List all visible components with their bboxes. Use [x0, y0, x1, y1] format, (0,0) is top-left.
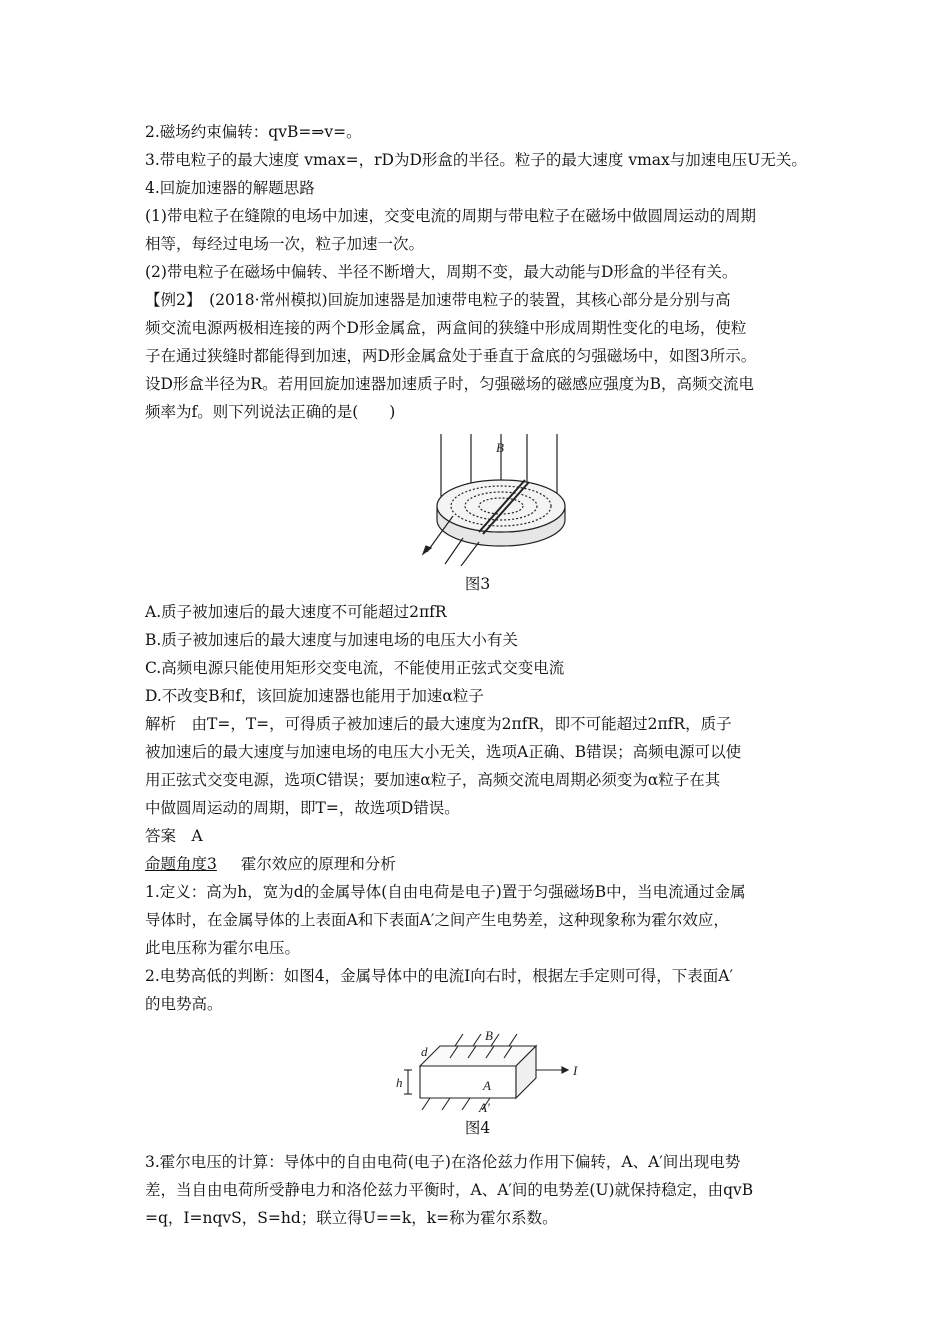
text-line: 相等，每经过电场一次，粒子加速一次。 [145, 235, 425, 253]
analysis-line: 解析 由T=，T=，可得质子被加速后的最大速度为2πfR，即不可能超过2πfR，质子 [145, 715, 732, 733]
text-line: (1)带电粒子在缝隙的电场中加速，交变电流的周期与带电粒子在磁场中做圆周运动的周期 [145, 207, 756, 225]
hall-effect-diagram [145, 1028, 810, 1114]
section-heading-label: 命题角度3 [145, 855, 217, 873]
text-line: (2)带电粒子在磁场中偏转、半径不断增大，周期不变，最大动能与D形盒的半径有关。 [145, 263, 738, 281]
current-label-I: I [573, 1063, 578, 1078]
option-a: A.质子被加速后的最大速度不可能超过2πfR [145, 603, 447, 621]
text-line: 1.定义：高为h，宽为d的金属导体(自由电荷是电子)置于匀强磁场B中，当电流通过金属 [145, 883, 746, 901]
text-line: 的电势高。 [145, 995, 223, 1013]
analysis-line: 中做圆周运动的周期，即T=，故选项D错误。 [145, 799, 460, 817]
field-label-B: B [485, 1028, 493, 1043]
section-heading-title: 霍尔效应的原理和分析 [240, 855, 396, 873]
answer-line: 答案 A [145, 827, 203, 845]
text-line: =q，I=nqvS，S=hd；联立得U==k，k=称为霍尔系数。 [145, 1209, 558, 1227]
width-label-d: d [421, 1044, 428, 1059]
text-line: 频交流电源两极相连接的两个D形金属盒，两盒间的狭缝中形成周期性变化的电场，使粒 [145, 319, 747, 337]
analysis-line: 被加速后的最大速度与加速电场的电压大小无关，选项A正确、B错误；高频电源可以使 [145, 743, 742, 761]
text-line: 2.电势高低的判断：如图4，金属导体中的电流I向右时，根据左手定则可得，下表面A′ [145, 967, 733, 985]
example-2-line: 【例2】 (2018·常州模拟)回旋加速器是加速带电粒子的装置，其核心部分是分别与高 [145, 291, 731, 309]
section-heading [145, 850, 810, 878]
bottom-surface-label-A-prime: A′ [479, 1100, 490, 1114]
text-line: 3.霍尔电压的计算：导体中的自由电荷(电子)在洛伦兹力作用下偏转，A、A′间出现电势 [145, 1153, 741, 1171]
text-line: 差，当自由电荷所受静电力和洛伦兹力平衡时，A、A′间的电势差(U)就保持稳定，由qvB [145, 1181, 754, 1199]
cyclotron-diagram [145, 434, 810, 566]
document-body [145, 118, 810, 1232]
text-line: 设D形盒半径为R。若用回旋加速器加速质子时，匀强磁场的磁感应强度为B，高频交流电 [145, 375, 754, 393]
height-label-h: h [396, 1075, 403, 1090]
figure-4-hall-effect [145, 1028, 810, 1114]
text-line: 此电压称为霍尔电压。 [145, 939, 301, 957]
field-label-B: B [496, 440, 504, 455]
text-line: 子在通过狭缝时都能得到加速，两D形金属盒处于垂直于盒底的匀强磁场中，如图3所示。 [145, 347, 757, 365]
text-line: 4.回旋加速器的解题思路 [145, 179, 315, 197]
top-surface-label-A: A [483, 1078, 491, 1093]
text-line: 2.磁场约束偏转：qvB=⇒v=。 [145, 123, 362, 141]
text-line: 3.带电粒子的最大速度 vmax=，rD为D形盒的半径。粒子的最大速度 vmax与加速电压U无关。 [145, 151, 807, 169]
figure-3-caption: 图3 [464, 575, 491, 593]
figure-4-caption: 图4 [464, 1119, 491, 1137]
text-line: 导体时，在金属导体的上表面A和下表面A′之间产生电势差，这种现象称为霍尔效应， [145, 911, 729, 929]
analysis-line: 用正弦式交变电源，选项C错误；要加速α粒子，高频交流电周期必须变为α粒子在其 [145, 771, 721, 789]
option-c: C.高频电源只能使用矩形交变电流，不能使用正弦式交变电流 [145, 659, 565, 677]
text-line: 频率为f。则下列说法正确的是( ) [145, 403, 396, 421]
figure-3-cyclotron [145, 434, 810, 566]
option-b: B.质子被加速后的最大速度与加速电场的电压大小有关 [145, 631, 518, 649]
option-d: D.不改变B和f，该回旋加速器也能用于加速α粒子 [145, 687, 484, 705]
